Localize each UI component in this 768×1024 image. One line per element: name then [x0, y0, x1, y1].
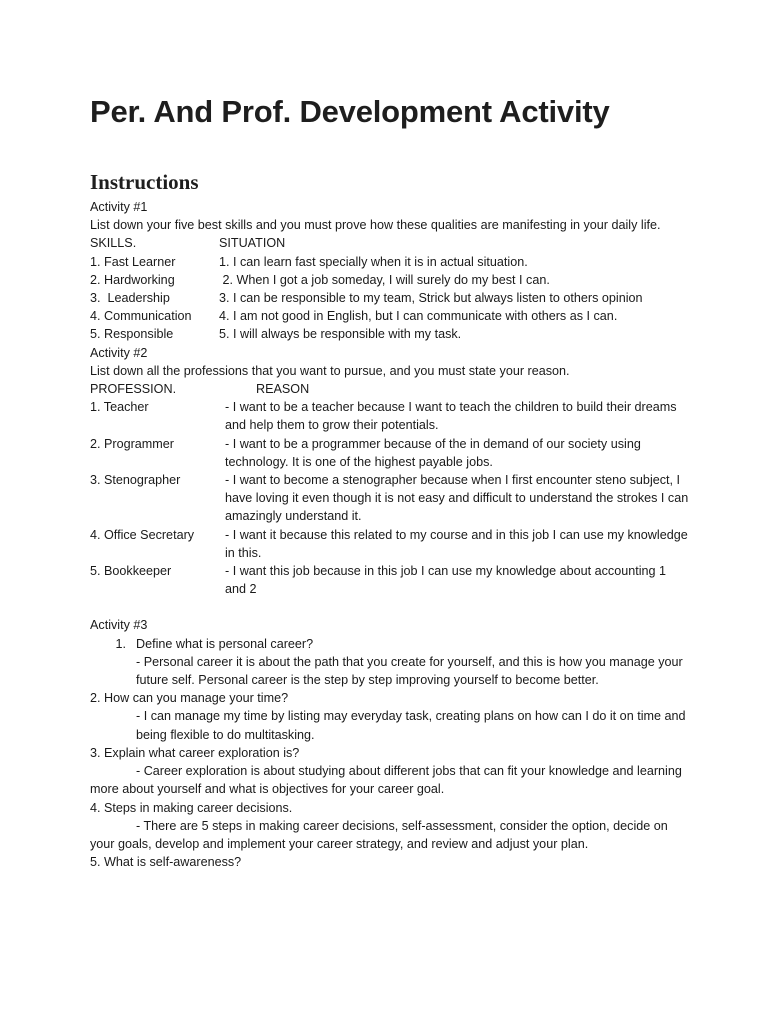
profession-reason: - I want to become a stenographer because when I first encounter steno subject, I have loving it even though it is not easy and difficult to understand the strokes I can amazingly understand it. [225, 473, 689, 524]
profession-row [90, 471, 690, 526]
answer-3: - Career exploration is about studying about different jobs that can fit your knowledge and learning more about yourself and what is objectives for your career goal. [90, 764, 682, 797]
question-1-number: 1. [115, 636, 126, 651]
profession-reason: - I want to be a programmer because of the in demand of our society using technology. It is one of the highest payable jobs. [225, 436, 641, 469]
skill-name: 3. Leadership [90, 291, 170, 306]
question-3: 3. Explain what career exploration is? [90, 745, 300, 760]
profession-reason: - I want it because this related to my course and in this job I can use my knowledge in this. [225, 527, 688, 560]
situation-column-header: SITUATION [219, 236, 286, 251]
skill-name: 2. Hardworking [90, 272, 175, 287]
answer-1-text: - Personal career it is about the path that you create for yourself, and this is how you manage your future self. Personal career is the step by step improving yourself to become better. [136, 654, 683, 688]
profession-row [90, 398, 690, 434]
activity2-label: Activity #2 [90, 345, 148, 360]
answer-2 [90, 707, 690, 743]
activity2-header-row [90, 380, 690, 398]
profession-name: 1. Teacher [90, 400, 149, 415]
profession-row [90, 562, 690, 598]
skill-name: 4. Communication [90, 309, 192, 324]
skill-name: 1. Fast Learner [90, 254, 176, 269]
question-2: 2. How can you manage your time? [90, 691, 289, 706]
activity2-instruction: List down all the professions that you want to pursue, and you must state your reason. [90, 363, 570, 378]
skill-situation: 3. I can be responsible to my team, Strick but always listen to others opinion [219, 291, 643, 306]
profession-row [90, 435, 690, 471]
answer-4: - There are 5 steps in making career decisions, self-assessment, consider the option, decide on your goals, develop and implement your career strategy, and review and adjust your plan. [90, 818, 668, 851]
skill-situation: 4. I am not good in English, but I can communicate with others as I can. [219, 309, 618, 324]
page-title: Per. And Prof. Development Activity [90, 94, 610, 129]
profession-reason: - I want to be a teacher because I want to teach the children to build their dreams and help them to grow their potentials. [225, 400, 677, 433]
profession-reason: - I want this job because in this job I can use my knowledge about accounting 1 and 2 [225, 564, 667, 597]
skills-column-header: SKILLS. [90, 236, 137, 251]
profession-name: 4. Office Secretary [90, 527, 195, 542]
question-1-text: Define what is personal career? [136, 636, 314, 651]
skill-row [90, 325, 690, 343]
activity1-instruction: List down your five best skills and you must prove how these qualities are manifesting in your daily life. [90, 218, 661, 233]
activity3-label: Activity #3 [90, 618, 148, 633]
skill-situation: 1. I can learn fast specially when it is in actual situation. [219, 254, 528, 269]
answer-1 [90, 653, 690, 689]
question-1 [90, 635, 690, 653]
blank-line [90, 598, 690, 616]
skill-situation: 2. When I got a job someday, I will surely do my best I can. [219, 272, 550, 287]
skill-name: 5. Responsible [90, 327, 174, 342]
skill-row [90, 253, 690, 271]
skill-situation: 5. I will always be responsible with my task. [219, 327, 462, 342]
profession-column-header: PROFESSION. [90, 382, 177, 397]
document-body [90, 198, 690, 871]
activity1-label: Activity #1 [90, 200, 148, 214]
profession-name: 3. Stenographer [90, 473, 181, 488]
profession-name: 5. Bookkeeper [90, 564, 172, 579]
answer-2-text: - I can manage my time by listing may everyday task, creating plans on how can I do it on time and being flexible to do multitasking. [136, 709, 686, 742]
instructions-heading: Instructions [90, 170, 199, 194]
skill-row [90, 307, 690, 325]
profession-row [90, 526, 690, 562]
question-4: 4. Steps in making career decisions. [90, 800, 293, 815]
profession-name: 2. Programmer [90, 436, 174, 451]
question-5: 5. What is self-awareness? [90, 855, 242, 870]
reason-column-header: REASON [256, 382, 310, 397]
skill-row [90, 289, 690, 307]
skill-row [90, 271, 690, 289]
activity1-header-row [90, 234, 690, 252]
